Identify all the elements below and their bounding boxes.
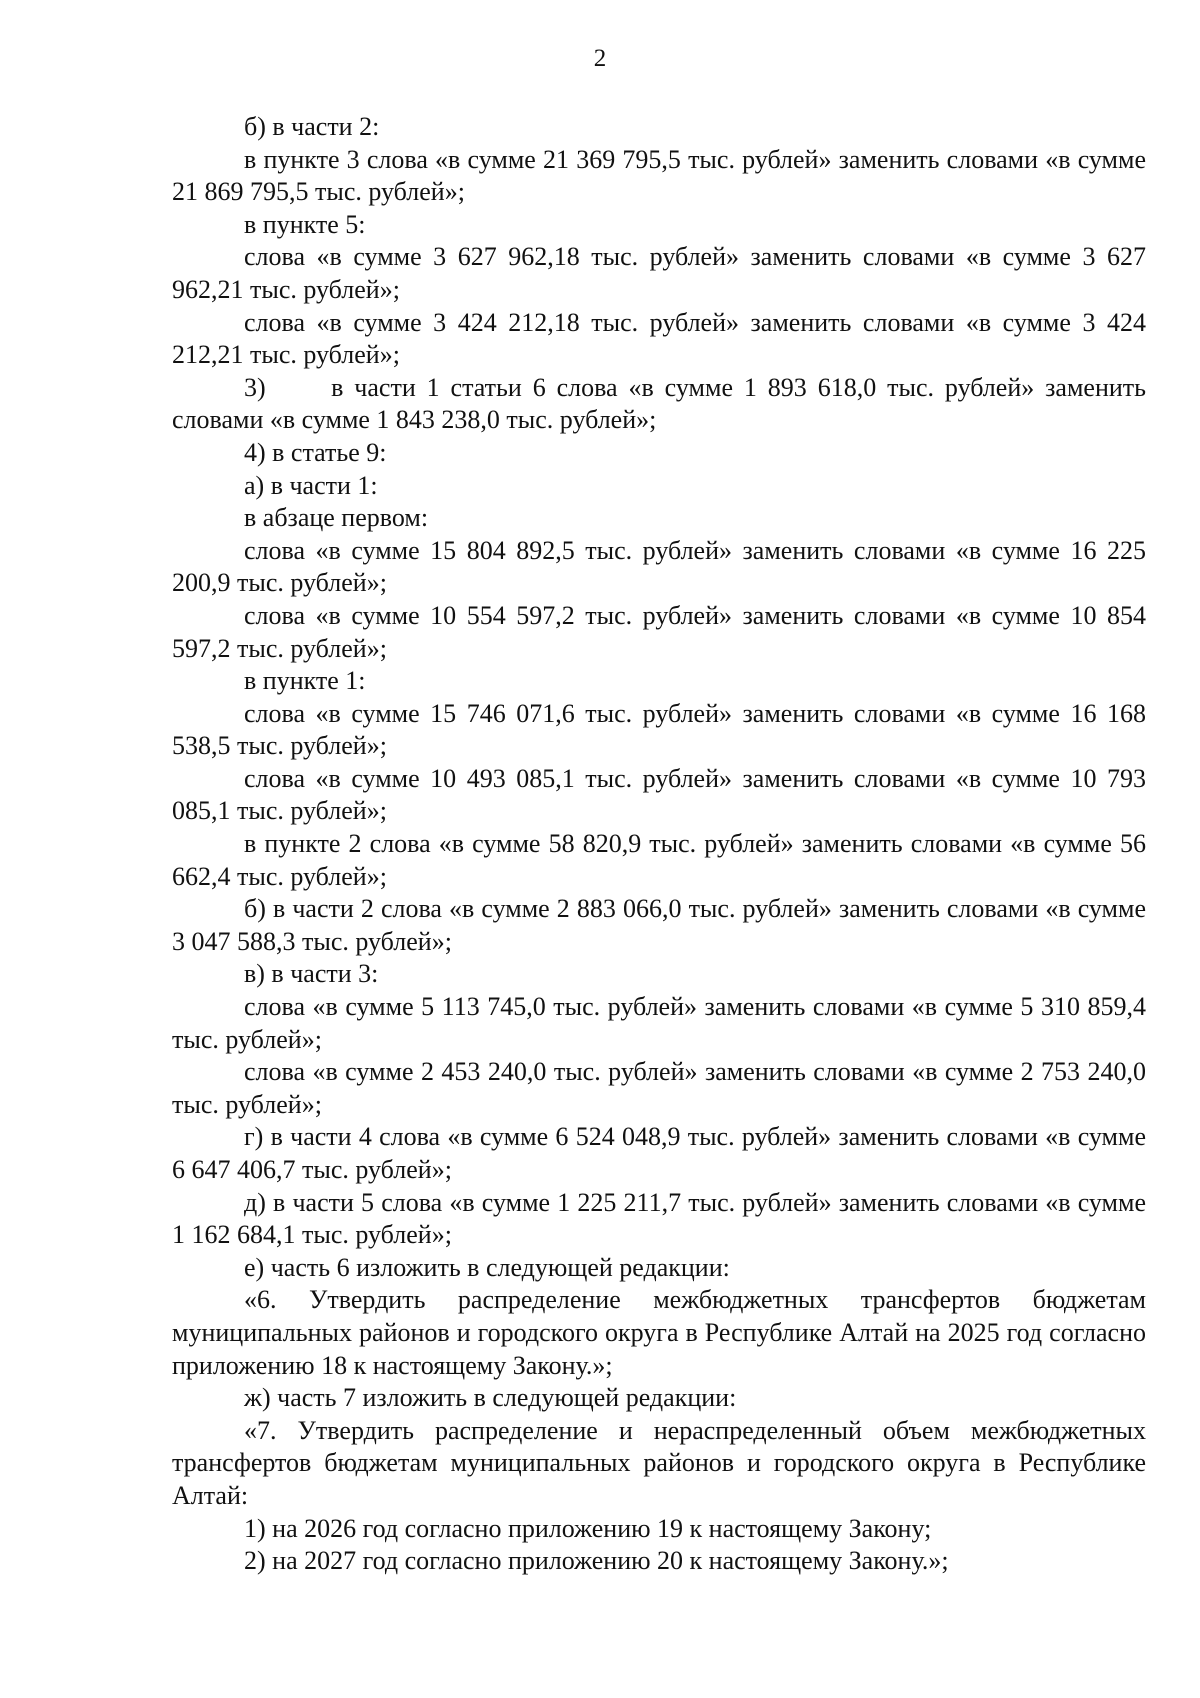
paragraph: слова «в сумме 3 424 212,18 тыс. рублей» заменить словами «в сумме 3 424 212,21 тыс. рублей»;: [172, 307, 1146, 370]
paragraph: г) в части 4 слова «в сумме 6 524 048,9 тыс. рублей» заменить словами «в сумме 6 647 406,7 тыс. рублей»;: [172, 1122, 1146, 1184]
paragraph: слова «в сумме 2 453 240,0 тыс. рублей» заменить словами «в сумме 2 753 240,0 тыс. рублей»;: [172, 1057, 1146, 1119]
paragraph: в пункте 2 слова «в сумме 58 820,9 тыс. рублей» заменить словами «в сумме 56 662,4 тыс. рублей»;: [172, 829, 1146, 891]
paragraph: б) в части 2 слова «в сумме 2 883 066,0 тыс. рублей» заменить словами «в сумме 3 047 588,3 тыс. рублей»;: [172, 894, 1146, 956]
paragraph: 2) на 2027 год согласно приложению 20 к настоящему Закону.»;: [244, 1546, 949, 1576]
page-number: 2: [593, 45, 607, 72]
paragraph: слова «в сумме 15 746 071,6 тыс. рублей» заменить словами «в сумме 16 168 538,5 тыс. рублей»;: [172, 698, 1146, 761]
paragraph: д) в части 5 слова «в сумме 1 225 211,7 тыс. рублей» заменить словами «в сумме 1 162 684,1 тыс. рублей»;: [172, 1187, 1146, 1250]
paragraph: слова «в сумме 3 627 962,18 тыс. рублей» заменить словами «в сумме 3 627 962,21 тыс. рублей»;: [172, 242, 1146, 304]
paragraph: слова «в сумме 15 804 892,5 тыс. рублей» заменить словами «в сумме 16 225 200,9 тыс. рублей»;: [172, 535, 1146, 598]
paragraph: а) в части 1:: [244, 470, 378, 500]
paragraph: слова «в сумме 5 113 745,0 тыс. рублей» заменить словами «в сумме 5 310 859,4 тыс. рублей»;: [172, 992, 1146, 1054]
paragraph: слова «в сумме 10 493 085,1 тыс. рублей» заменить словами «в сумме 10 793 085,1 тыс. рублей»;: [172, 763, 1146, 826]
paragraph: в пункте 1:: [244, 666, 366, 696]
paragraph: б) в части 2:: [244, 112, 380, 141]
paragraph: ж) часть 7 изложить в следующей редакции:: [244, 1383, 737, 1413]
paragraph: «7. Утвердить распределение и нераспределенный объем межбюджетных трансфертов бюджетам муниципальных районов и городского округа в Республике Алтай:: [172, 1415, 1146, 1510]
paragraph: слова «в сумме 10 554 597,2 тыс. рублей» заменить словами «в сумме 10 854 597,2 тыс. рублей»;: [172, 600, 1146, 663]
paragraph: 3) в части 1 статьи 6 слова «в сумме 1 893 618,0 тыс. рублей» заменить словами «в сумме 1 843 238,0 тыс. рублей»;: [172, 372, 1153, 435]
paragraph: «6. Утвердить распределение межбюджетных трансфертов бюджетам муниципальных районов и городского округа в Республике Алтай на 2025 год согласно приложению 18 к настоящему Закону.»;: [172, 1285, 1146, 1380]
paragraph: в пункте 3 слова «в сумме 21 369 795,5 тыс. рублей» заменить словами «в сумме 21 869 795,5 тыс. рублей»;: [172, 144, 1146, 207]
paragraph: 1) на 2026 год согласно приложению 19 к настоящему Закону;: [244, 1513, 932, 1543]
paragraph: в пункте 5:: [244, 209, 366, 239]
paragraph: 4) в статье 9:: [244, 437, 387, 467]
paragraph: в) в части 3:: [244, 959, 379, 989]
document-body: [172, 111, 1153, 1578]
paragraph: е) часть 6 изложить в следующей редакции:: [244, 1252, 730, 1282]
paragraph: в абзаце первом:: [244, 503, 429, 533]
